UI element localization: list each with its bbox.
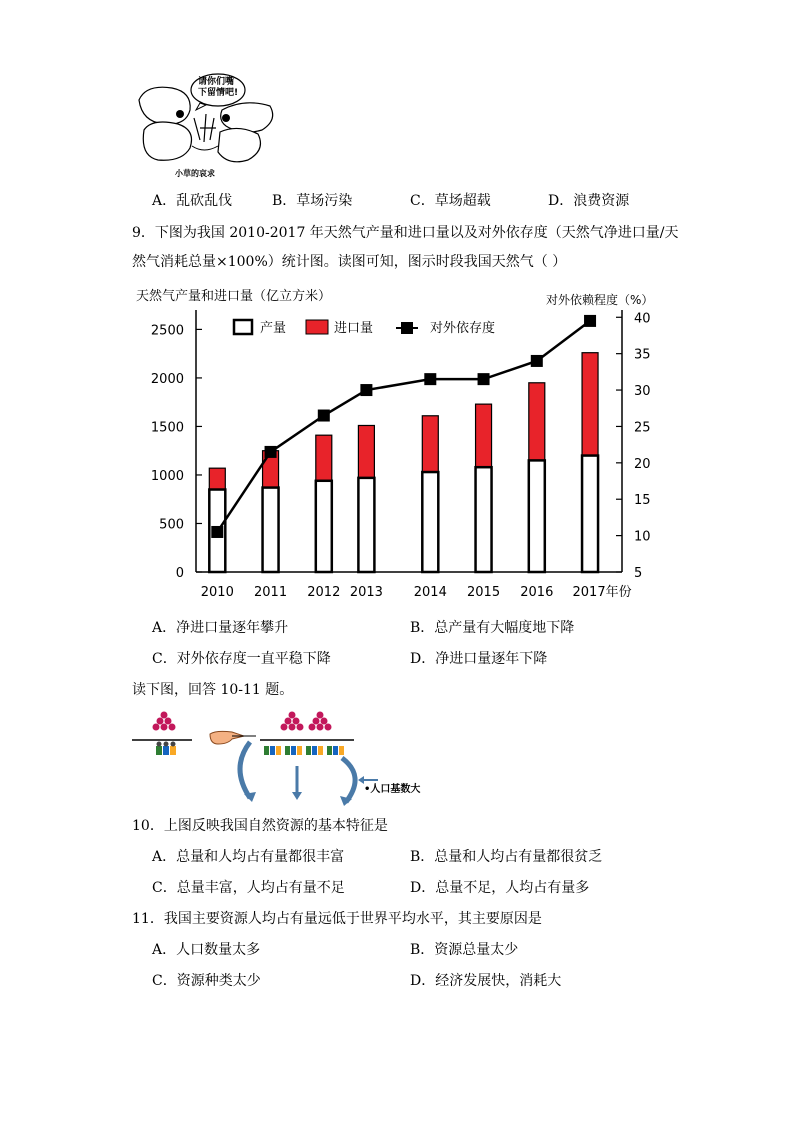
grass-cartoon xyxy=(134,70,279,182)
resource-pile-icon xyxy=(153,712,176,731)
people-groups-icon xyxy=(264,746,344,755)
q8-option-a: A．乱砍乱伐 xyxy=(152,193,233,209)
chart-right-axis-label: 对外依赖程度（%） xyxy=(546,293,654,307)
right-tick-label: 30 xyxy=(634,384,651,400)
dependency-point xyxy=(424,373,436,385)
q11-option-d: D．经济发展快，消耗大 xyxy=(410,973,562,989)
dependency-point xyxy=(265,446,277,458)
q9-option-c: C．对外依存度一直平稳下降 xyxy=(152,651,331,667)
resource-pile-icon xyxy=(309,712,332,731)
right-tick-label: 10 xyxy=(634,529,651,545)
dependency-point xyxy=(318,410,330,422)
q8-option-d: D．浪费资源 xyxy=(548,193,630,209)
dependency-point xyxy=(360,384,372,396)
q9-option-b: B．总产量有大幅度地下降 xyxy=(410,620,575,636)
population-base-note: •人口基数大 xyxy=(364,784,421,795)
left-tick-label: 2500 xyxy=(150,323,184,339)
right-tick-label: 5 xyxy=(634,566,643,581)
production-bar xyxy=(316,481,332,572)
import-bar xyxy=(209,468,225,489)
right-tick-label: 40 xyxy=(634,311,651,327)
dependency-point xyxy=(478,373,490,385)
left-tick-label: 2000 xyxy=(150,371,184,387)
q11-option-b: B．资源总量太少 xyxy=(410,942,519,958)
gas-chart xyxy=(130,282,670,604)
right-tick-label: 35 xyxy=(634,347,651,363)
curved-arrow-icon xyxy=(342,758,355,802)
legend-dependency-label: 对外依存度 xyxy=(430,321,496,336)
speech-line-1: 请你们嘴 xyxy=(198,77,235,87)
import-bar xyxy=(422,416,438,472)
curved-arrow-icon xyxy=(240,742,250,798)
import-bar xyxy=(582,353,598,456)
q11-option-a: A．人口数量太多 xyxy=(152,942,261,958)
legend-dependency-marker xyxy=(401,322,413,334)
x-tick-label: 2016 xyxy=(520,585,554,600)
right-tick-label: 20 xyxy=(634,456,651,472)
production-bar xyxy=(529,460,545,572)
q9-stem-line-1: 9．下图为我国 2010-2017 年天然气产量和进口量以及对外依存度（天然气净进口量/天 xyxy=(132,225,679,241)
legend-production-swatch xyxy=(234,320,252,334)
x-tick-label: 2015 xyxy=(467,585,501,600)
q9-stem-line-2: 然气消耗总量×100%）统计图。读图可知，图示时段我国天然气（ ） xyxy=(132,254,567,270)
left-tick-label: 1000 xyxy=(150,468,184,484)
legend-import-label: 进口量 xyxy=(334,321,374,336)
production-bar xyxy=(358,478,374,572)
gas-chart-svg xyxy=(130,282,670,604)
import-bar xyxy=(316,435,332,481)
production-bar xyxy=(582,456,598,572)
right-tick-label: 15 xyxy=(634,493,651,509)
dependency-point xyxy=(531,355,543,367)
right-tick-label: 25 xyxy=(634,420,651,436)
q10-option-a: A．总量和人均占有量都很丰富 xyxy=(152,849,345,865)
dependency-point xyxy=(211,526,223,538)
import-bar xyxy=(529,383,545,461)
production-bar xyxy=(263,488,279,572)
legend-import-swatch xyxy=(306,320,328,334)
x-tick-label: 2012 xyxy=(307,585,341,600)
q9-option-d: D．净进口量逐年下降 xyxy=(410,651,548,667)
q10-option-b: B．总量和人均占有量都很贫乏 xyxy=(410,849,603,865)
q11-option-c: C．资源种类太少 xyxy=(152,973,261,989)
legend-production-label: 产量 xyxy=(260,321,287,336)
intro-10-11: 读下图，回答 10-11 题。 xyxy=(132,682,294,698)
resource-pile-icon xyxy=(281,712,304,731)
x-tick-label: 2014 xyxy=(413,585,447,600)
q10-option-c: C．总量丰富，人均占有量不足 xyxy=(152,880,345,896)
left-tick-label: 1500 xyxy=(150,420,184,436)
cartoon-caption: 小草的哀求 xyxy=(175,169,215,178)
import-bar xyxy=(358,425,374,477)
dependency-point xyxy=(584,315,596,327)
x-tick-label: 2010 xyxy=(200,585,234,600)
speech-line-2: 下留情吧! xyxy=(198,88,239,98)
q9-option-a: A．净进口量逐年攀升 xyxy=(152,620,289,636)
people-group-icon xyxy=(156,742,176,756)
resource-population-figure xyxy=(132,706,432,806)
left-tick-label: 500 xyxy=(159,517,184,533)
x-tick-label: 2017年份 xyxy=(572,585,632,600)
import-bar xyxy=(476,404,492,467)
q10-stem: 10．上图反映我国自然资源的基本特征是 xyxy=(132,818,388,834)
x-tick-label: 2011 xyxy=(254,585,288,600)
q8-option-c: C．草场超载 xyxy=(410,193,491,209)
q11-stem: 11．我国主要资源人均占有量远低于世界平均水平，其主要原因是 xyxy=(132,911,542,927)
q8-option-b: B．草场污染 xyxy=(272,193,353,209)
q10-option-d: D．总量不足，人均占有量多 xyxy=(410,880,590,896)
chart-left-axis-label: 天然气产量和进口量（亿立方米） xyxy=(136,289,332,304)
production-bar xyxy=(476,467,492,572)
x-tick-label: 2013 xyxy=(349,585,383,600)
left-tick-label: 0 xyxy=(175,566,184,581)
production-bar xyxy=(422,472,438,572)
